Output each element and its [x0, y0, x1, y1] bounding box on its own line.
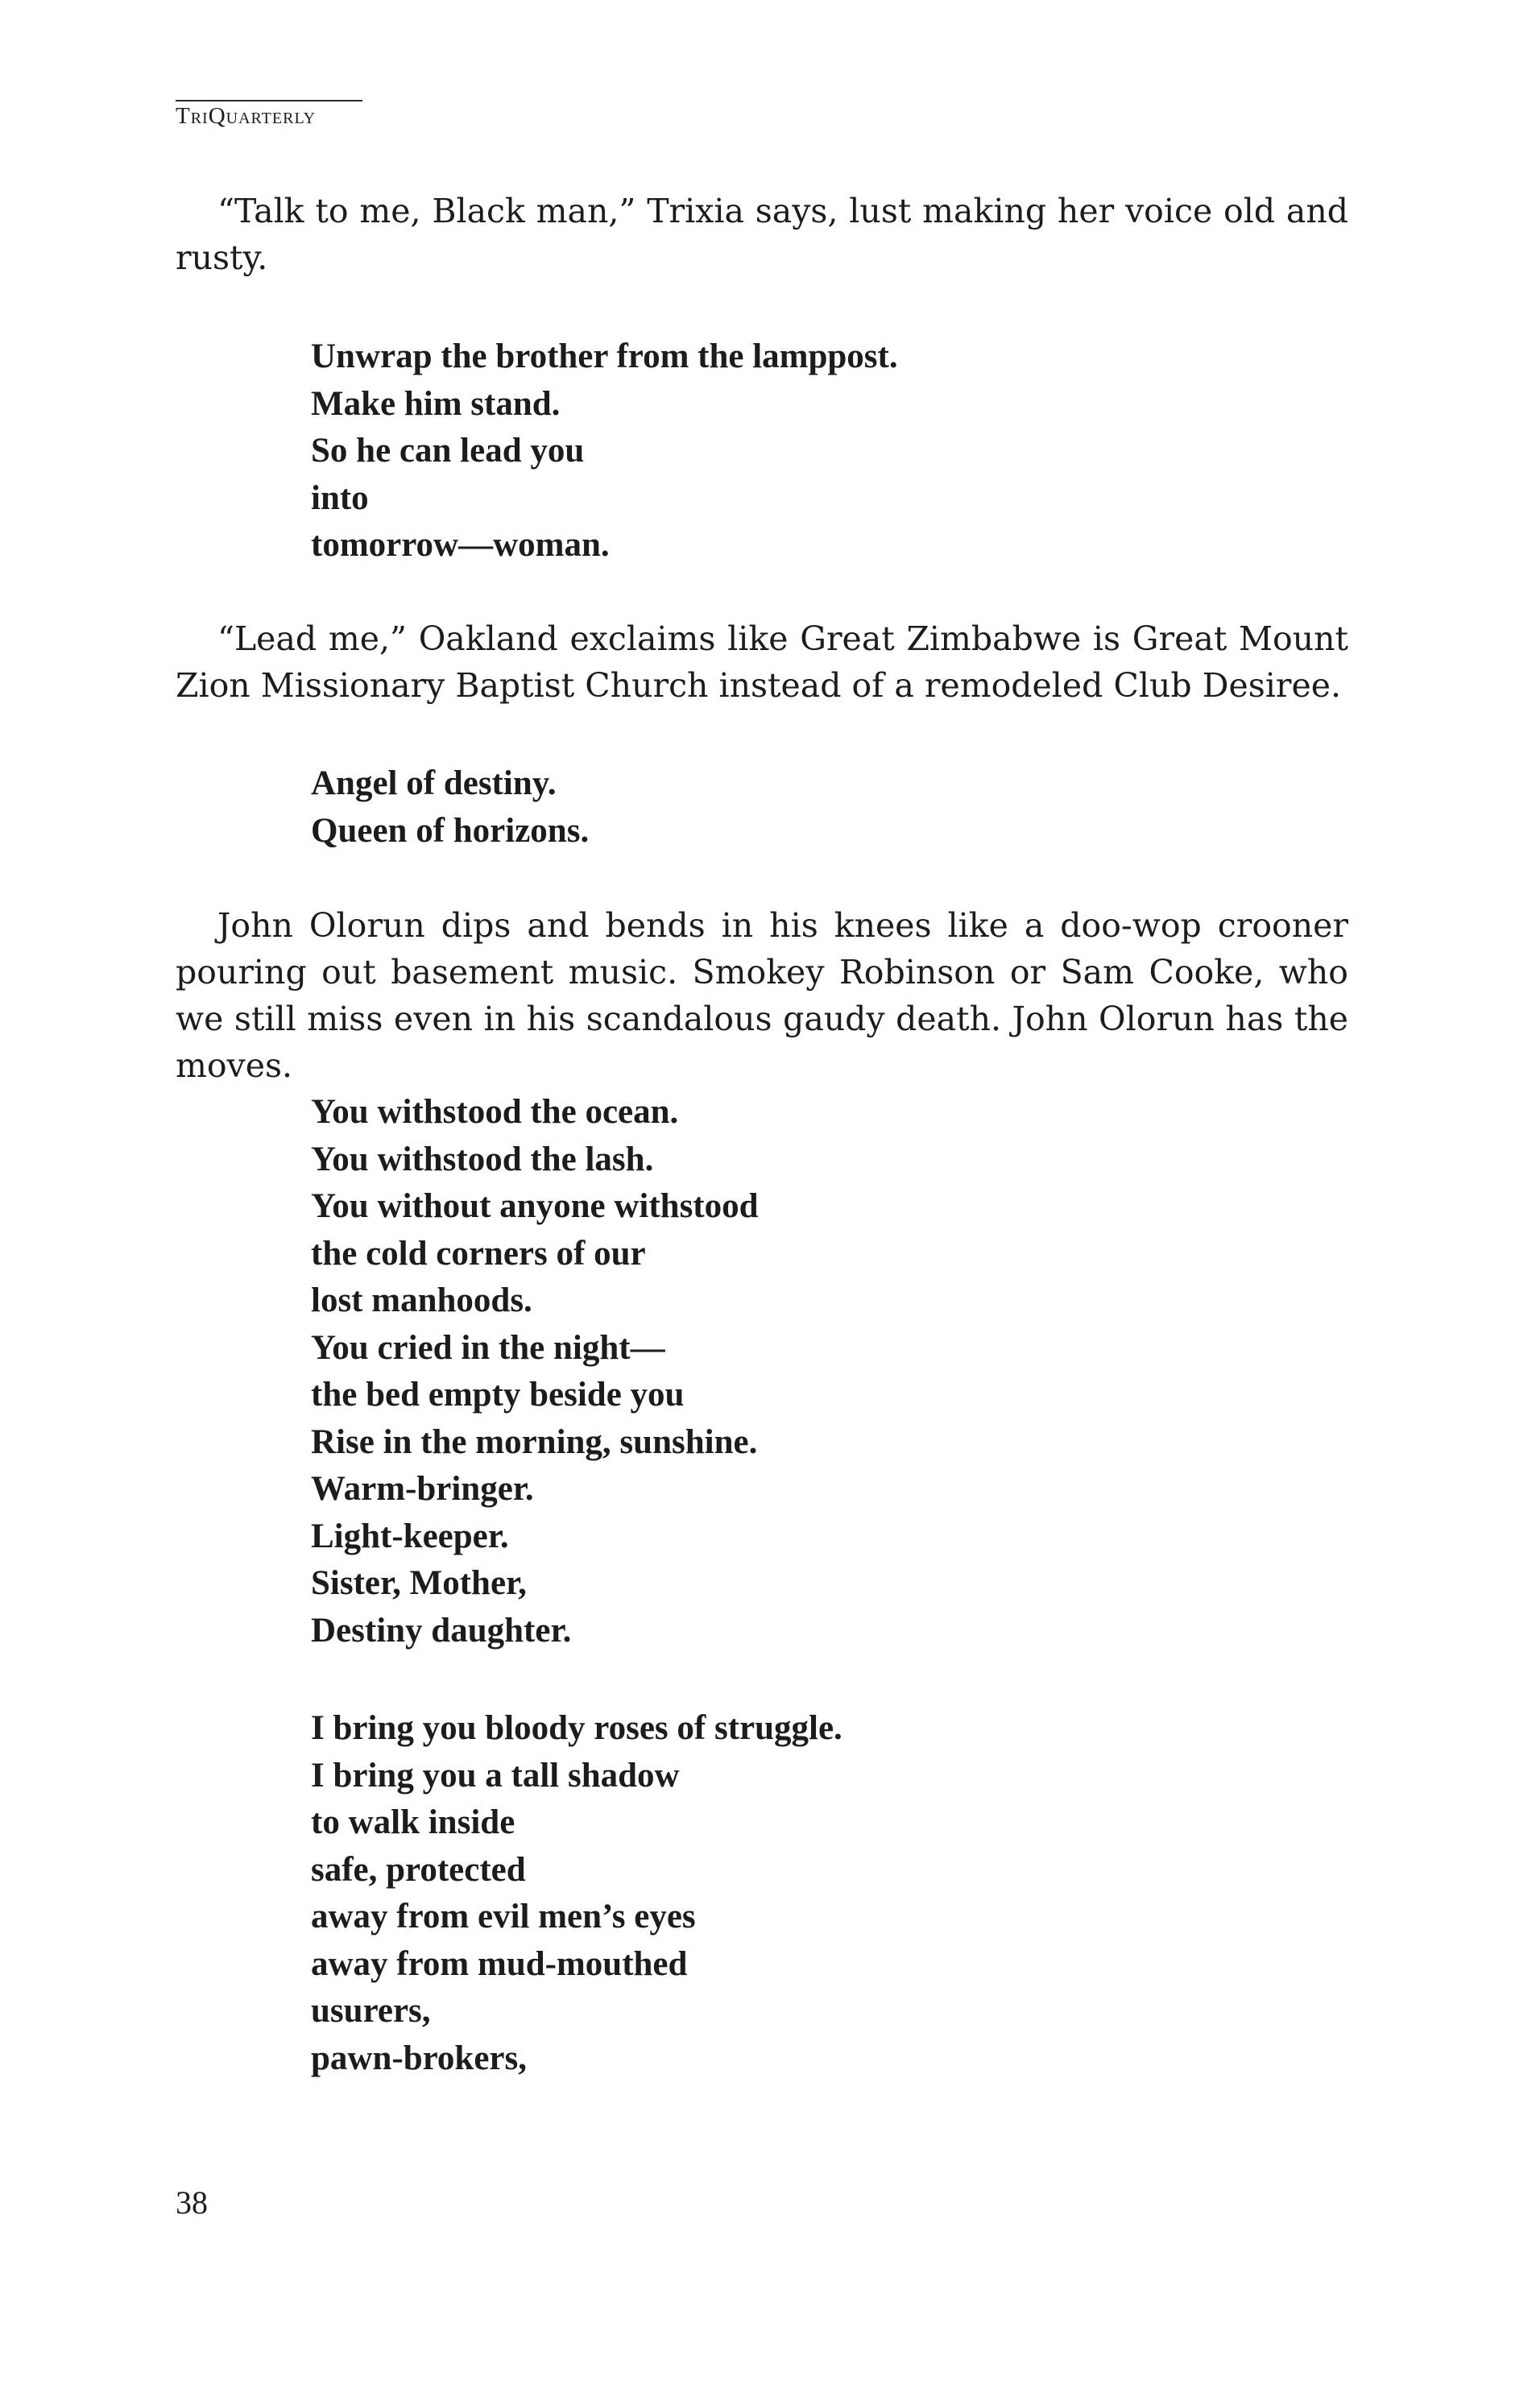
verse-line: to walk inside [311, 1803, 515, 1841]
verse-line: tomorrow—woman. [311, 526, 610, 564]
paragraph-2-text: “Lead me,” Oakland exclaims like Great Zimbabwe is Great Mount Zion Missionary Baptist Church instead of a remodeled Club Desiree. [176, 619, 1348, 705]
verse-line: into [311, 478, 369, 517]
verse-line: the cold corners of our [311, 1234, 646, 1273]
verse-line: Light-keeper. [311, 1517, 509, 1555]
verse-line: Unwrap the brother from the lamppost. [311, 337, 898, 375]
verse-line: Warm-bringer. [311, 1470, 534, 1508]
paragraph-3 [176, 902, 1348, 1089]
verse-line: Angel of destiny. [311, 764, 557, 802]
verse-line: Destiny daughter. [311, 1611, 572, 1650]
paragraph-2 [176, 615, 1348, 709]
verse-line: Sister, Mother, [311, 1564, 527, 1602]
verse-line: I bring you a tall shadow [311, 1756, 680, 1795]
verse-line: Queen of horizons. [311, 811, 590, 850]
verse-line: Rise in the morning, sunshine. [311, 1422, 758, 1461]
running-head-rule [176, 100, 362, 101]
verse-line: You cried in the night— [311, 1328, 665, 1367]
verse-line: You withstood the lash. [311, 1140, 654, 1178]
paragraph-1-text: “Talk to me, Black man,” Trixia says, lust making her voice old and rusty. [176, 192, 1348, 277]
verse-line: You without anyone withstood [311, 1187, 759, 1225]
verse-line: So he can lead you [311, 432, 585, 470]
verse-line: away from evil men’s eyes [311, 1898, 696, 1936]
verse-stanza-1 [311, 333, 898, 569]
verse-stanza-3 [311, 1089, 759, 1654]
verse-stanza-4 [311, 1705, 842, 2082]
verse-line: away from mud-mouthed [311, 1944, 688, 1983]
verse-line: pawn-brokers, [311, 2039, 527, 2077]
running-head: TriQuarterly [176, 103, 317, 129]
paragraph-3-text: John Olorun dips and bends in his knees like a doo-wop crooner pouring out basement music. Smokey Robinson or Sam Cooke, who we still miss even in his scandalous gaudy death. John Olorun has the moves. [176, 906, 1348, 1085]
verse-line: safe, protected [311, 1850, 526, 1889]
paragraph-1 [176, 188, 1348, 281]
verse-line: the bed empty beside you [311, 1376, 685, 1414]
verse-stanza-2 [311, 760, 589, 855]
verse-line: I bring you bloody roses of struggle. [311, 1709, 842, 1747]
verse-line: lost manhoods. [311, 1281, 532, 1319]
verse-line: Make him stand. [311, 384, 561, 423]
page-number: 38 [176, 2184, 208, 2221]
verse-line: You withstood the ocean. [311, 1093, 679, 1131]
verse-line: usurers, [311, 1992, 431, 2030]
